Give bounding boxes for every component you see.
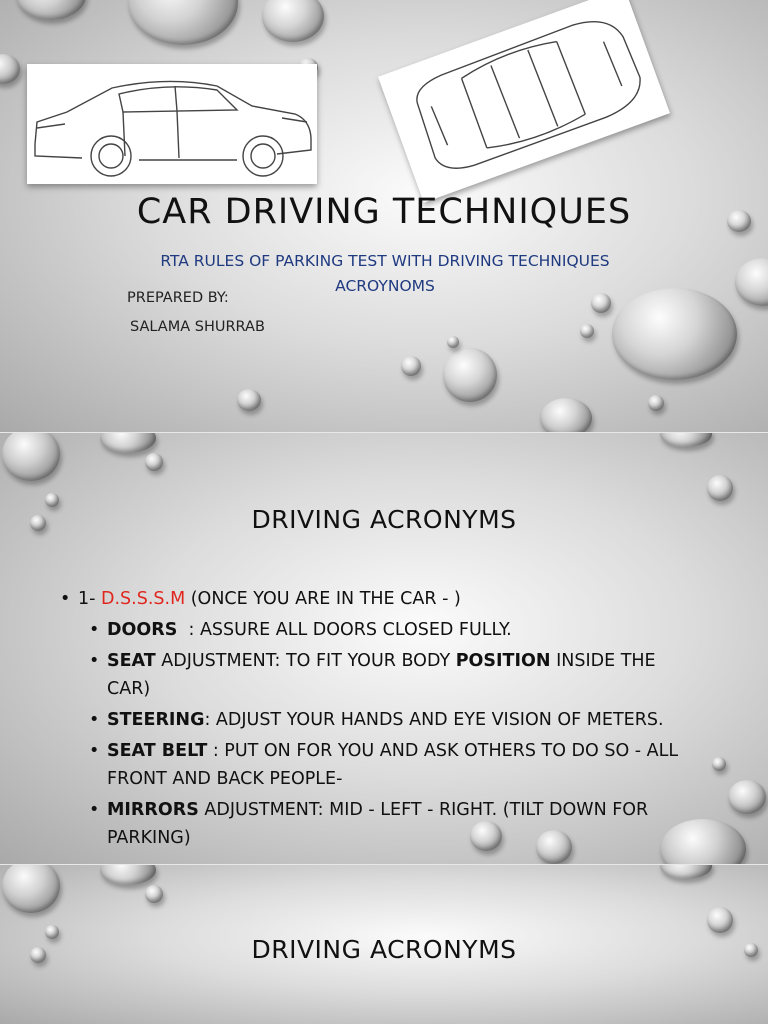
item-number: 1-: [78, 589, 102, 609]
item-keyword: MIRRORS: [107, 800, 199, 820]
item-text: ADJUSTMENT: MID - LEFT - RIGHT. (TILT DOWN FOR PARKING): [107, 800, 649, 848]
water-drop: [612, 288, 737, 380]
water-drop: [648, 395, 664, 411]
water-drop: [712, 757, 726, 771]
water-drop: [2, 865, 60, 913]
item-text: ADJUSTMENT: TO FIT YOUR BODY: [155, 651, 456, 671]
car-top-icon: [378, 0, 670, 203]
slide-heading: DRIVING ACRONYMS: [251, 935, 517, 964]
water-drop: [443, 348, 497, 402]
water-drop: [728, 780, 766, 814]
item-keyword: STEERING: [107, 710, 205, 730]
title-slide: [0, 0, 768, 432]
item-text: : ASSURE ALL DOORS CLOSED FULLY.: [177, 620, 512, 640]
acronym-text: D.S.S.S.M: [101, 589, 186, 609]
item-text: : ADJUST YOUR HANDS AND EYE VISION OF METERS.: [204, 710, 664, 730]
acronyms-slide-2: [0, 865, 768, 1024]
water-drop: [100, 433, 156, 453]
car-side-sketch: [27, 64, 317, 184]
acronyms-slide: [0, 433, 768, 864]
water-drop: [16, 0, 86, 20]
bullet-list: [58, 585, 698, 855]
list-item: [58, 585, 698, 613]
subtitle: RTA RULES OF PARKING TEST WITH DRIVING TECHNIQUES ACROYNOMS: [160, 252, 610, 295]
water-drop: [540, 398, 592, 432]
water-drop: [401, 356, 421, 376]
item-keyword: POSITION: [455, 651, 551, 671]
page-title: CAR DRIVING TECHNIQUES: [136, 192, 632, 232]
item-keyword: SEAT BELT: [107, 741, 208, 761]
item-keyword: DOORS: [107, 620, 178, 640]
list-item: [58, 616, 698, 644]
water-drop: [145, 885, 163, 903]
slide-heading: DRIVING ACRONYMS: [251, 505, 517, 534]
car-top-sketch: [378, 0, 670, 203]
item-text: (ONCE YOU ARE IN THE CAR - ): [185, 589, 461, 609]
water-drop: [660, 433, 712, 447]
water-drop: [128, 0, 238, 45]
water-drop: [447, 336, 459, 348]
item-text: INSIDE THE CAR): [107, 651, 656, 699]
water-drop: [707, 475, 733, 501]
water-drop: [580, 324, 594, 338]
item-keyword: SEAT: [107, 651, 156, 671]
author-name: SALAMA SHURRAB: [130, 319, 265, 335]
prepared-by-label: PREPARED BY:: [127, 290, 229, 306]
car-side-icon: [27, 64, 317, 184]
water-drop: [735, 258, 768, 306]
water-drop: [707, 907, 733, 933]
list-item: [58, 647, 698, 703]
water-drop: [660, 865, 712, 879]
water-drop: [2, 433, 60, 481]
water-drop: [0, 54, 20, 84]
water-drop: [262, 0, 324, 42]
water-drop: [237, 389, 261, 411]
water-drop: [100, 865, 156, 885]
list-item: [58, 706, 698, 734]
water-drop: [145, 453, 163, 471]
item-text: : PUT ON FOR YOU AND ASK OTHERS TO DO SO - ALL FRONT AND BACK PEOPLE-: [107, 741, 679, 789]
list-item: [58, 737, 698, 793]
list-item: [58, 796, 698, 852]
